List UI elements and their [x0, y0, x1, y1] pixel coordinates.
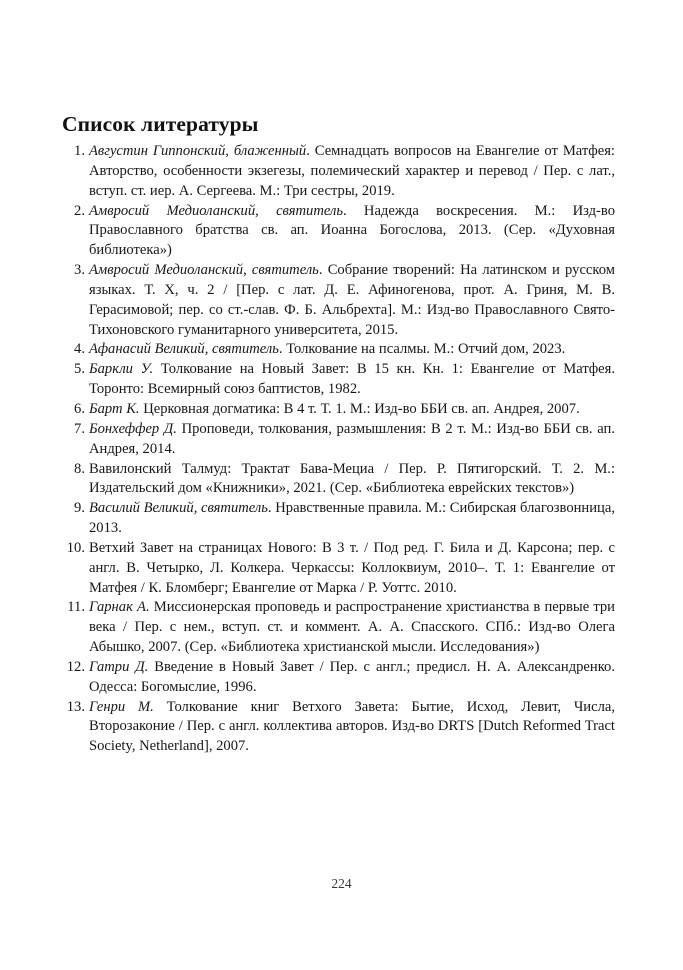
entry-number: 8.: [74, 460, 85, 477]
entry-number: 4.: [74, 341, 85, 358]
bibliography-entry: [62, 142, 615, 202]
entry-citation: Миссионерская проповедь и распространение христианства в первые три века / Пер. с нем., вступ. ст. и коммент. А. А. Спасского. СПб.: Изд-во Олега Абышко, 2007. (Сер. «Библиотека христианской мысли. Исследования»): [89, 599, 615, 656]
entry-author: Августин Гиппонский, блаженный: [89, 143, 307, 159]
entry-citation: Вавилонский Талмуд: Трактат Бава-Мециа / Пер. Р. Пятигорский. Т. 2. М.: Издательский дом «Книжники», 2021. (Сер. «Библиотека еврейских текстов»): [89, 460, 615, 497]
entry-citation: . Собрание творений: На латинском и русском языках. Т. X, ч. 2 / [Пер. с лат. Д. Е. Афиногенова, прот. А. Гриня, М. В. Герасимовой; пер. со ст.-слав. Ф. Б. Альбрехта]. М.: Изд-во Православного Свято-Тихоновского гуманитарного университета, 2015.: [89, 262, 615, 338]
entry-citation: . Толкование на псалмы. М.: Отчий дом, 2023.: [278, 341, 566, 358]
entry-text: [89, 340, 615, 360]
entry-author: Генри М.: [89, 698, 154, 715]
entry-number: 5.: [74, 361, 85, 378]
entry-text: [89, 420, 615, 460]
entry-citation: Введение в Новый Завет / Пер. с англ.; предисл. Н. А. Александренко. Одесса: Богомыслие, 1996.: [89, 658, 615, 695]
entry-text: [89, 142, 615, 202]
bibliography-entry: [62, 420, 615, 460]
entry-number: 6.: [74, 400, 85, 417]
bibliography-entry: [62, 460, 615, 500]
bibliography-entry: [62, 340, 615, 360]
entry-author: Василий Великий, святитель: [89, 500, 268, 517]
entry-number: 7.: [74, 420, 85, 437]
entry-number: 11.: [67, 599, 85, 616]
entry-citation: Проповеди, толкования, размышления: В 2 т. М.: Изд-во ББИ св. ап. Андрея, 2014.: [89, 420, 615, 457]
entry-text: [89, 460, 615, 500]
bibliography-entry: [62, 261, 615, 340]
entry-citation: . Семнадцать вопросов на Евангелие от Матфея: Авторство, особенности экзегезы, полемический характер и перевод / Пер. с лат., вступ. ст. иер. А. Сергеева. М.: Три сестры, 2019.: [89, 143, 615, 199]
entry-text: [89, 499, 615, 539]
entry-citation: Толкование на Новый Завет: В 15 кн. Кн. 1: Евангелие от Матфея. Торонто: Всемирный союз баптистов, 1982.: [89, 361, 615, 398]
entry-text: [89, 261, 615, 340]
bibliography-entry: [62, 539, 615, 599]
entry-author: Амвросий Медиоланский, святитель: [89, 262, 319, 279]
entry-citation: . Надежда воскресения. М.: Изд-во Православного братства св. ап. Иоанна Богослова, 2013. (Сер. «Духовная библиотека»): [89, 202, 615, 259]
entry-citation: Церковная догматика: В 4 т. Т. 1. М.: Изд-во ББИ св. ап. Андрея, 2007.: [139, 400, 580, 417]
bibliography-entry: [62, 202, 615, 262]
entry-text: [89, 539, 615, 599]
bibliography-entry: [62, 698, 615, 758]
entry-text: [89, 658, 615, 698]
entry-text: [89, 698, 615, 758]
entry-citation: . Нравственные правила. М.: Сибирская благозвонница, 2013.: [89, 500, 615, 537]
bibliography-entry: [62, 400, 615, 420]
entry-author: Гарнак А.: [89, 599, 150, 616]
entry-number: 3.: [74, 262, 85, 279]
entry-number: 10.: [66, 539, 85, 556]
entry-number: 13.: [66, 698, 85, 715]
entry-author: Барт К.: [89, 400, 140, 417]
entry-number: 1.: [74, 143, 85, 159]
entry-text: [89, 598, 615, 658]
entry-text: [89, 202, 615, 262]
entry-text: [89, 360, 615, 400]
entry-number: 9.: [74, 500, 85, 517]
entry-number: 12.: [66, 658, 85, 675]
entry-author: Афанасий Великий, святитель: [89, 341, 279, 358]
page-number: 224: [331, 876, 352, 891]
bibliography-entry: [62, 499, 615, 539]
entry-number: 2.: [74, 202, 85, 219]
entry-text: [89, 400, 615, 420]
entry-author: Баркли У.: [89, 361, 154, 378]
entry-author: Амвросий Медиоланский, святитель: [89, 202, 343, 219]
entry-author: Гатри Д.: [89, 658, 149, 675]
page-title: Список литературы: [62, 112, 259, 137]
entry-citation: Ветхий Завет на страницах Нового: В 3 т. / Под ред. Г. Била и Д. Карсона; пер. с англ. В. Четырко, Л. Колкера. Черкассы: Коллоквиум, 2010–. Т. 1: Евангелие от Матфея / К. Бломберг; Евангелие от Марка / Р. Уоттс. 2010.: [89, 539, 615, 596]
bibliography-entry: [62, 658, 615, 698]
bibliography-entry: [62, 360, 615, 400]
bibliography-list: [62, 142, 615, 757]
entry-citation: Толкование книг Ветхого Завета: Бытие, Исход, Левит, Числа, Второзаконие / Пер. с англ. коллектива авторов. Изд-во DRTS [Dutch Reformed Tract Society, Netherland], 2007.: [89, 698, 615, 755]
bibliography-entry: [62, 598, 615, 658]
entry-author: Бонхеффер Д.: [89, 420, 177, 437]
